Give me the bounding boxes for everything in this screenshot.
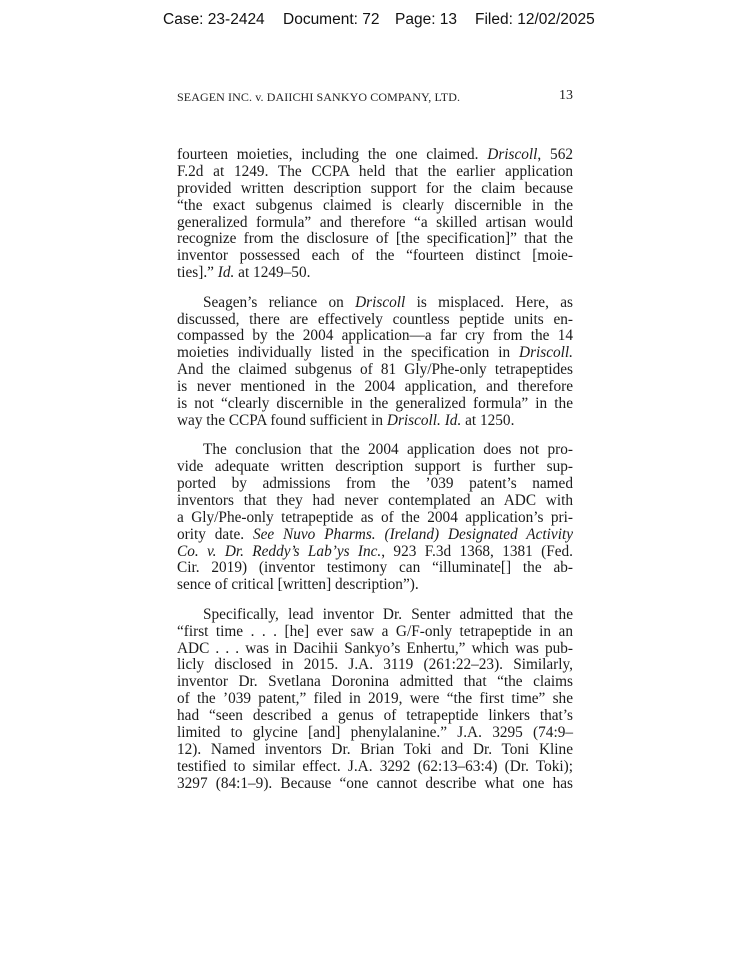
case-number: Case: 23-2424 [163,11,265,28]
text-line [177,328,573,345]
case-citation-italic: Driscoll. [386,411,441,429]
text-line [177,691,573,708]
paragraph [177,442,573,594]
text-run: Seagen’s reliance on [203,293,356,311]
text-line [177,345,573,362]
text-line [177,476,573,493]
text-run: provided written description support for the claim because [177,179,573,197]
text-line [177,442,573,459]
text-line [177,295,573,312]
paragraph [177,147,573,282]
text-run: , 923 F.3d 1368, 1381 (Fed. [381,542,573,560]
text-line [177,248,573,265]
case-citation-italic: Id. [444,411,462,429]
text-line [177,459,573,476]
case-citation-italic: Driscoll. [519,344,573,362]
text-line [177,312,573,329]
text-run: licly disclosed in 2015. J.A. 3119 (261:22–23). Similarly, [177,656,573,674]
text-run: at 1249–50. [234,264,311,282]
text-run: inventor Dr. Svetlana Doronina admitted that “the claims [177,673,573,691]
case-citation-italic: Driscoll [487,146,538,163]
text-run: “the exact subgenus claimed is clearly discernible in the [177,196,573,214]
text-run: sence of critical [written] description”). [177,576,419,594]
text-line [177,657,573,674]
text-run: And the claimed subgenus of 81 Gly/Phe-only tetrapeptides [177,361,573,379]
text-run: moieties individually listed in the specification in [177,344,520,362]
text-run: at 1250. [461,411,515,429]
running-head-title: SEAGEN INC. v. DAIICHI SANKYO COMPANY, LTD. [177,90,461,104]
text-run: of the ’039 patent,” filed in 2019, were “the first time” she [177,690,573,708]
text-run: F.2d at 1249. The CCPA held that the earlier application [177,162,573,180]
text-run: is not “clearly discernible in the generalized formula” in the [177,394,573,412]
text-run: fourteen moieties, including the one claimed. [177,146,488,163]
text-line [177,510,573,527]
text-run: compassed by the 2004 application—a far cry from the 14 [177,327,573,345]
text-line [177,362,573,379]
text-run: way the CCPA found sufficient in [177,411,387,429]
text-line [177,215,573,232]
court-filing-stamp [0,11,750,35]
text-run: discussed, there are effectively countless peptide units en- [177,310,573,328]
text-run: ority date. [177,525,253,543]
text-line [177,396,573,413]
text-run: recognize from the disclosure of [the specification]” that the [177,230,573,248]
text-line [177,265,573,282]
text-line [177,379,573,396]
text-run: 12). Named inventors Dr. Brian Toki and Dr. Toni Kline [177,740,573,758]
text-line [177,413,573,430]
text-run: “first time . . . [he] ever saw a G/F-only tetrapeptide in an [177,622,573,640]
text-line [177,164,573,181]
case-citation-italic: Id. [217,264,235,282]
text-run: inventor possessed each of the “fourteen distinct [moie- [177,247,573,265]
text-run: ported by admissions from the ’039 patent’s named [177,475,573,493]
text-line [177,181,573,198]
text-run: had “seen described a genus of tetrapeptide linkers that’s [177,707,573,725]
text-run: Specifically, lead inventor Dr. Senter admitted that the [203,605,573,623]
text-line [177,198,573,215]
text-run: generalized formula” and therefore “a skilled artisan would [177,213,573,231]
text-run: limited to glycine [and] phenylalanine.” J.A. 3295 (74:9– [177,724,573,741]
document-number: Document: 72 [283,11,380,28]
text-run: is never mentioned in the 2004 application, and therefore [177,378,573,396]
text-run: , 562 [537,146,573,163]
text-line [177,147,573,164]
text-run: vide adequate written description support is further sup- [177,458,573,476]
case-citation-italic: See Nuvo Pharms. (Ireland) Designated Activity [252,525,573,543]
text-line [177,708,573,725]
opinion-body [177,147,573,793]
text-run: ties].” [177,264,218,282]
text-line [177,231,573,248]
text-line [177,641,573,658]
text-line [177,742,573,759]
text-line [177,527,573,544]
text-line [177,544,573,561]
text-line [177,624,573,641]
text-line [177,674,573,691]
text-run: inventors that they had never contemplated an ADC with [177,491,573,509]
text-run: The conclusion that the 2004 application does not pro- [203,441,573,459]
text-line [177,607,573,624]
case-citation-italic: Co. v. Dr. Reddy’s Lab’ys Inc. [177,542,382,560]
text-run: ADC . . . was in Dacihii Sankyo’s Enhertu,” which was pub- [177,639,573,657]
text-line [177,493,573,510]
paragraph [177,607,573,793]
text-line [177,776,573,793]
case-citation-italic: Driscoll [355,293,406,311]
text-run: is misplaced. Here, as [405,293,573,311]
text-run: 3297 (84:1–9). Because “one cannot describe what one has [177,774,573,792]
running-head-page-number: 13 [559,88,573,103]
text-line [177,725,573,742]
text-line [177,560,573,577]
text-run: a Gly/Phe-only tetrapeptide as of the 2004 application’s pri- [177,508,573,526]
text-run: testified to similar effect. J.A. 3292 (62:13–63:4) (Dr. Toki); [177,757,573,775]
text-line [177,577,573,594]
text-run: Cir. 2019) (inventor testimony can “illuminate[] the ab- [177,559,573,577]
page-label: Page: 13 [395,11,458,28]
text-line [177,759,573,776]
filed-date: Filed: 12/02/2025 [475,11,595,28]
paragraph [177,295,573,430]
